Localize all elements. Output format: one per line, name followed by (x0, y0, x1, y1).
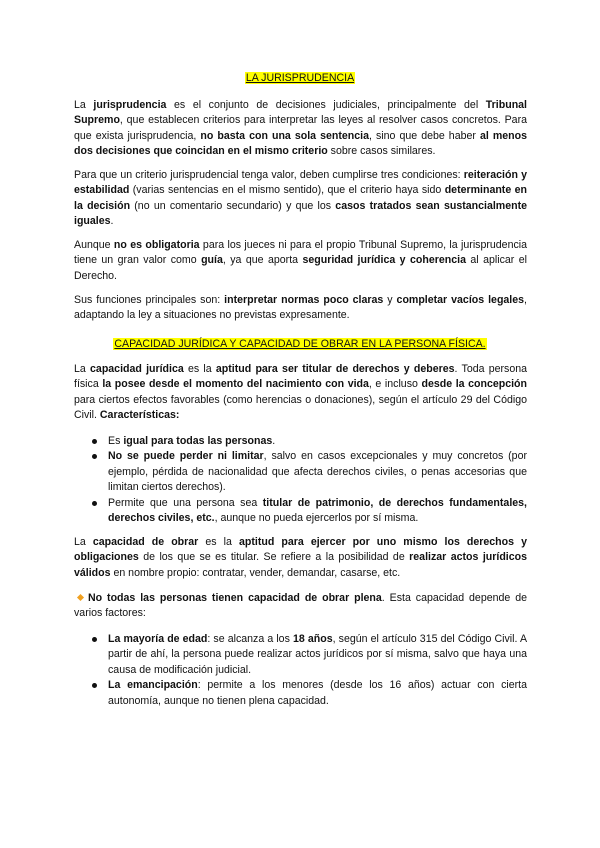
diamond-bullet-icon (77, 594, 84, 601)
paragraph-value: Aunque no es obligatoria para los jueces ni para el propio Tribunal Supremo, la jurisprudencia tiene un gran valor como guía, ya que aporta seguridad jurídica y coherencia al aplicar el Derecho. (74, 239, 528, 282)
paragraph-definition: La jurisprudencia es el conjunto de decisiones judiciales, principalmente del Tribunal Supremo, que establecen criterios para interpretar las leyes al resolver casos concretos. Para que exista jurisprudencia, no basta con una sola sentencia, sino que debe haber al menos dos decisiones que coincidan en el mismo criterio sobre casos similares. (74, 99, 527, 158)
list-item: No se puede perder ni limitar, salvo en casos excepcionales y muy concretos (por ejemplo, pérdida de nacionalidad que afecta derechos civiles, o penas accesorias que limitan ciertos derechos). (92, 449, 527, 495)
paragraph-capacidad-obrar: La capacidad de obrar es la aptitud para ejercer por uno mismo los derechos y obligaciones de los que se es titular. Se refiere a la posibilidad de realizar actos jurídicos válidos en nombre propio: contratar, vender, demandar, casarse, etc. (74, 536, 527, 579)
paragraph-functions: Sus funciones principales son: interpretar normas poco claras y completar vacíos legales, adaptando la ley a situaciones no previstas expresamente. (74, 294, 527, 322)
paragraph-conditions: Para que un criterio jurisprudencial tenga valor, deben cumplirse tres condiciones: reiteración y estabilidad (varias sentencias en el mismo sentido), que el criterio haya sido determinante en la decisión (no un comentario secundario) y que los casos tratados sean sustancialmente iguales. (74, 169, 528, 228)
list-item: La emancipación: permite a los menores (desde los 16 años) actuar con cierta autonomía, aunque no tienen plena capacidad. (92, 678, 527, 709)
section-title-jurisprudencia: LA JURISPRUDENCIA (245, 72, 355, 84)
list-item: Permite que una persona sea titular de patrimonio, de derechos fundamentales, derechos civiles, etc., aunque no pueda ejercerlos por sí misma. (92, 496, 527, 527)
paragraph-capacidad-juridica: La capacidad jurídica es la aptitud para ser titular de derechos y deberes. Toda persona física la posee desde el momento del nacimiento con vida, e incluso desde la concepción para ciertos efectos favorables (como herencias o donaciones), según el artículo 29 del Código Civil. Características: (74, 363, 528, 422)
paragraph-not-all-persons: No todas las personas tienen capacidad de obrar plena. Esta capacidad depende de varios factores: (74, 592, 527, 620)
characteristics-list (92, 434, 527, 526)
list-item: La mayoría de edad: se alcanza a los 18 años, según el artículo 315 del Código Civil. A partir de ahí, la persona puede realizar actos jurídicos por sí misma, salvo que haya una causa de modificación judicial. (92, 632, 527, 678)
list-item: Es igual para todas las personas. (92, 434, 527, 449)
section-title-capacidad: CAPACIDAD JURÍDICA Y CAPACIDAD DE OBRAR EN LA PERSONA FÍSICA. (114, 338, 486, 350)
factors-list (92, 632, 527, 709)
